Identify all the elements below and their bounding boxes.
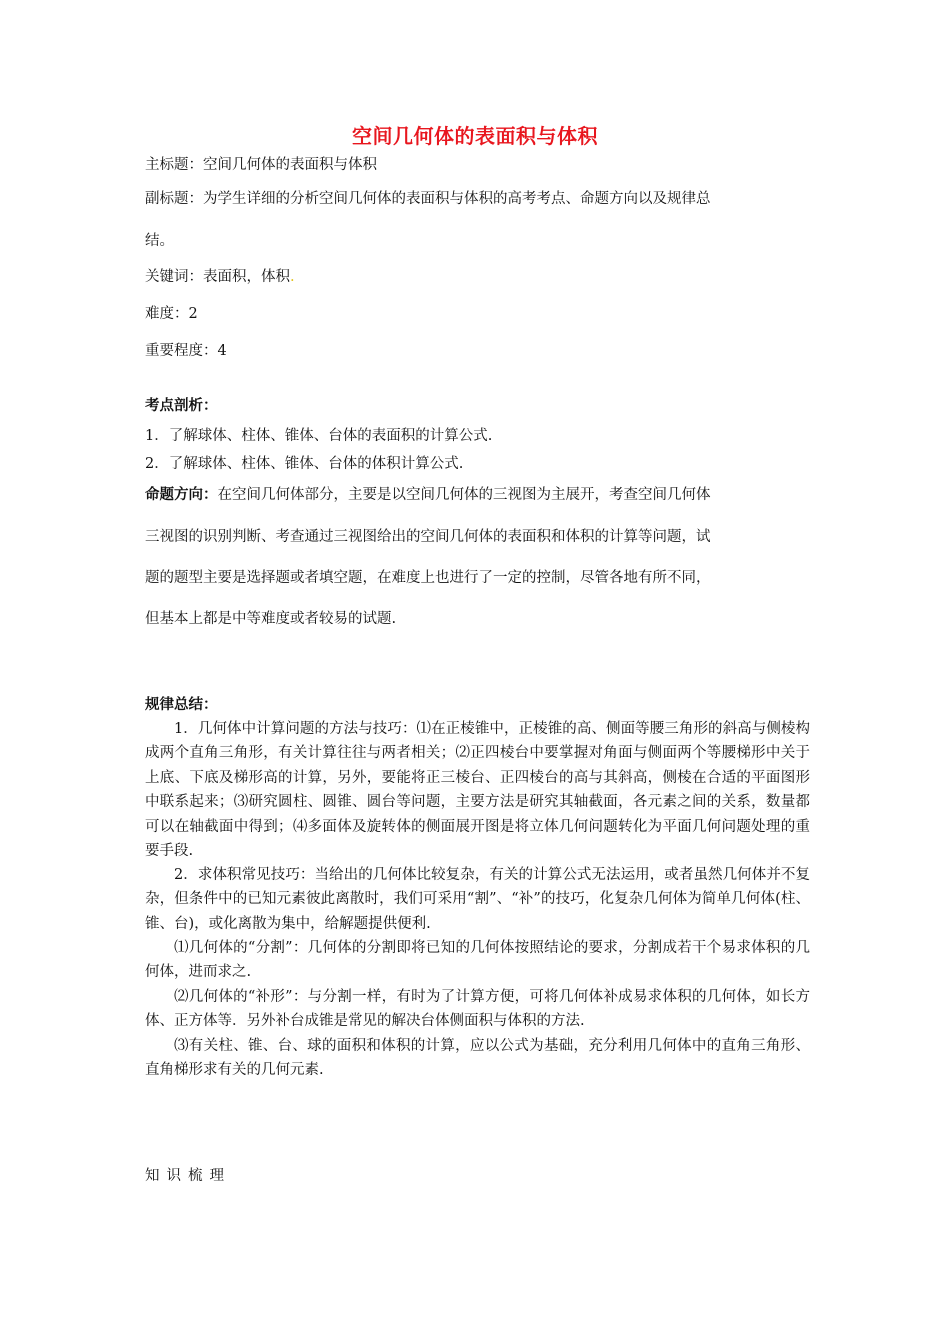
summary-heading: 规律总结： (145, 697, 218, 713)
marker-dot: . (290, 269, 295, 285)
main-title-line: 主标题：空间几何体的表面积与体积 (145, 157, 377, 173)
summary-paragraph-5: ⑶有关柱、锥、台、球的面积和体积的计算，应以公式为基础，充分利用几何体中的直角三角形、直角梯形求有关的几何元素. (145, 1038, 810, 1079)
subtitle-line-2: 结。 (145, 233, 174, 249)
exam-point-item-2: 2．了解球体、柱体、锥体、台体的体积计算公式. (145, 456, 464, 472)
summary-paragraph-2: 2．求体积常见技巧：当给出的几何体比较复杂，有关的计算公式无法运用，或者虽然几何体并不复杂，但条件中的已知元素彼此离散时，我们可采用“割”、“补”的技巧，化复杂几何体为简单几何体(柱、锥、台)，或化离散为集中，给解题提供便利. (145, 867, 810, 932)
direction-line-2: 三视图的识别判断、考查通过三视图给出的空间几何体的表面积和体积的计算等问题，试 (145, 529, 711, 545)
direction-line-4: 但基本上都是中等难度或者较易的试题. (145, 611, 397, 627)
summary-paragraph-3: ⑴几何体的“分割”：几何体的分割即将已知的几何体按照结论的要求，分割成若干个易求体积的几何体，进而求之. (145, 940, 810, 981)
direction-text-1: 在空间几何体部分，主要是以空间几何体的三视图为主展开，考查空间几何体 (217, 487, 711, 503)
keywords-line (145, 265, 810, 286)
exam-point-item-1: 1．了解球体、柱体、锥体、台体的表面积的计算公式. (145, 428, 493, 444)
subtitle-line-1: 副标题：为学生详细的分析空间几何体的表面积与体积的高考考点、命题方向以及规律总 (145, 191, 711, 207)
keywords-text: 关键词：表面积，体积 (145, 269, 290, 285)
exam-points-heading: 考点剖析： (145, 398, 218, 414)
summary-paragraph-1: 1．几何体中计算问题的方法与技巧：⑴在正棱锥中，正棱锥的高、侧面等腰三角形的斜高与侧棱构成两个直角三角形，有关计算往往与两者相关；⑵正四棱台中要掌握对角面与侧面两个等腰梯形中关于上底、下底及梯形高的计算，另外，要能将正三棱台、正四棱台的高与其斜高，侧棱在合适的平面图形中联系起来；⑶研究圆柱、圆锥、圆台等问题，主要方法是研究其轴截面，各元素之间的关系，数量都可以在轴截面中得到；⑷多面体及旋转体的侧面展开图是将立体几何问题转化为平面几何问题处理的重要手段. (145, 721, 810, 860)
knowledge-heading: 知识梳理 (145, 1168, 231, 1184)
summary-paragraph-4: ⑵几何体的“补形”：与分割一样，有时为了计算方便，可将几何体补成易求体积的几何体，如长方体、正方体等．另外补台成锥是常见的解决台体侧面积与体积的方法. (145, 989, 810, 1030)
difficulty-line: 难度：2 (145, 306, 198, 322)
importance-line: 重要程度：4 (145, 343, 227, 359)
direction-heading: 命题方向： (145, 487, 218, 503)
direction-line-1 (145, 483, 810, 504)
page-title: 空间几何体的表面积与体积 (352, 124, 598, 148)
direction-line-3: 题的题型主要是选择题或者填空题，在难度上也进行了一定的控制，尽管各地有所不同， (145, 570, 711, 586)
